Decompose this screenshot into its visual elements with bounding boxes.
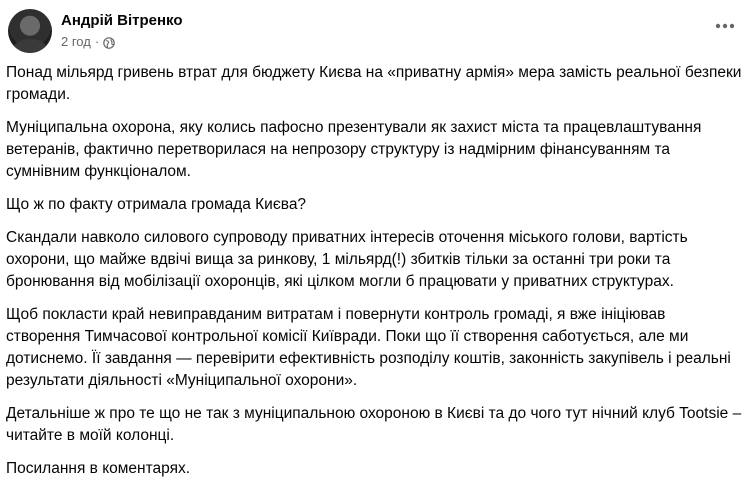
more-horizontal-icon [715,23,735,29]
post-body [6,62,742,491]
post-header [8,8,183,54]
separator-dot: · [94,34,100,49]
post-paragraph: Щоб покласти край невиправданим витратам і повернути контроль громаді, я вже ініціював створення Тимчасової контрольної комісії Київради. Поки що її створення саботується, але ми дотиснемо. Її завдання — перевірити ефективність розподілу коштів, законність закупівель і реальні результати діяльності «Муніципальної охорони». [6,306,731,389]
post-paragraph: Понад мільярд гривень втрат для бюджету Києва на «приватну армія» мера замість реальної безпеки громади. [6,64,742,103]
more-options-button[interactable] [713,16,737,36]
post-paragraph: Детальніше ж про те що не так з муніципальною охороною в Києві та до чого тут нічний клуб Tootsie – читайте в моїй колонці. [6,405,742,444]
post-paragraph: Скандали навколо силового супроводу приватних інтересів оточення міського голови, вартість охорони, що майже вдвічі вища за ринкову, 1 мільярд(!) збитків тільки за останні три роки та бронювання від мобілізації охоронців, які цілком могли б працювати у приватних структурах. [6,229,688,290]
post-subline [61,33,183,51]
globe-icon [103,36,115,48]
author-avatar[interactable] [8,9,52,53]
author-name[interactable]: Андрій Вітренко [61,12,183,29]
post-paragraph: Що ж по факту отримала громада Києва? [6,196,307,213]
post-paragraph: Муніципальна охорона, яку колись пафосно презентували як захист міста та працевлаштування ветеранів, фактично перетворилася на непрозору структуру із надмірним фінансуванням та сумнівним функціоналом. [6,119,702,180]
post-paragraph: Посилання в коментарях. [6,460,191,477]
post-meta [61,11,183,51]
post-timestamp[interactable]: 2 год [61,34,91,49]
